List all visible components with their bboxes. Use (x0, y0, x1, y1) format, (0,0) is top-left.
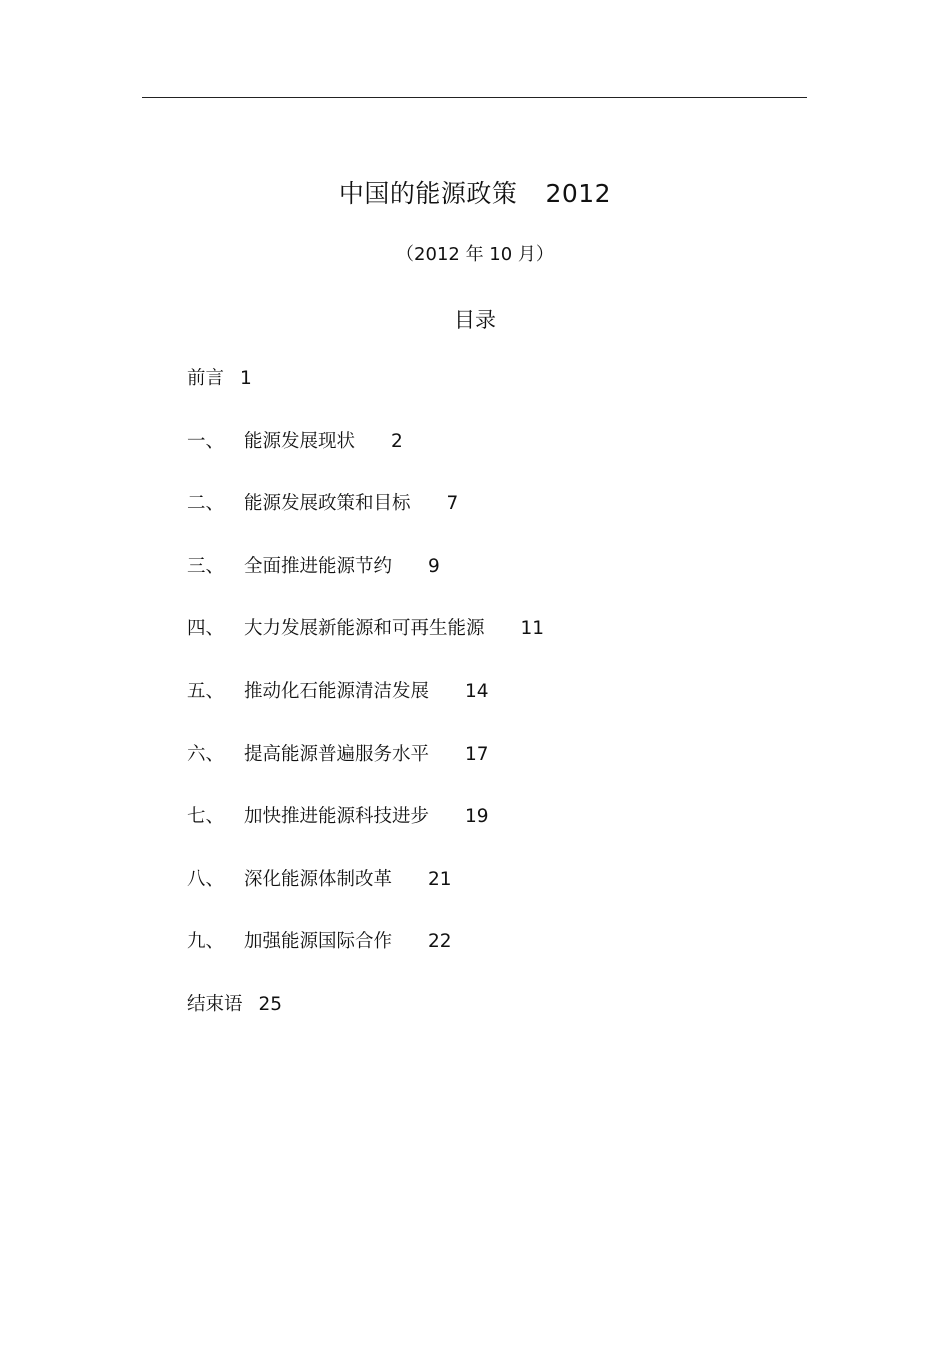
toc-item-page: 17 (465, 743, 489, 765)
toc-item-number: 三、 (187, 555, 225, 577)
toc-item-label: 大力发展新能源和可再生能源 (244, 618, 485, 640)
toc-item-page: 19 (465, 806, 489, 828)
toc-item-preface[interactable] (187, 365, 544, 428)
toc-item-page: 1 (240, 368, 252, 389)
toc-item-page: 9 (428, 555, 440, 577)
toc-item-6[interactable] (187, 741, 544, 804)
toc-item-label: 提高能源普遍服务水平 (244, 743, 430, 765)
toc-item-2[interactable] (187, 490, 544, 553)
toc-item-label: 推动化石能源清洁发展 (244, 680, 430, 702)
toc-item-label: 全面推进能源节约 (244, 555, 393, 577)
toc-item-7[interactable] (187, 803, 544, 866)
toc-item-page: 7 (446, 493, 459, 515)
toc-item-5[interactable] (187, 678, 544, 741)
header-rule (142, 97, 807, 98)
toc-item-label: 结束语 (187, 993, 243, 1015)
document-title-text: 中国的能源政策 (338, 179, 518, 208)
toc-item-label: 加快推进能源科技进步 (244, 806, 430, 828)
toc-item-page: 21 (428, 868, 452, 890)
table-of-contents (187, 365, 544, 1054)
toc-item-page: 14 (465, 680, 489, 702)
document-date: （2012 年 10 月） (396, 244, 554, 265)
toc-item-conclusion[interactable] (187, 991, 544, 1054)
toc-item-number: 一、 (187, 430, 225, 452)
toc-item-9[interactable] (187, 928, 544, 991)
toc-item-page: 22 (428, 931, 452, 953)
toc-item-page: 11 (520, 618, 545, 640)
toc-item-page: 25 (258, 993, 283, 1015)
toc-item-number: 二、 (187, 493, 225, 515)
toc-item-4[interactable] (187, 615, 544, 678)
toc-item-1[interactable] (187, 428, 544, 491)
document-title-year: 2012 (545, 179, 612, 208)
toc-item-page: 2 (391, 430, 403, 452)
document-title (0, 176, 950, 212)
toc-item-label: 加强能源国际合作 (244, 931, 393, 953)
toc-item-number: 七、 (187, 806, 225, 828)
toc-heading: 目录 (454, 308, 496, 332)
toc-item-number: 八、 (187, 868, 225, 890)
toc-item-8[interactable] (187, 866, 544, 929)
toc-item-number: 九、 (187, 931, 225, 953)
toc-item-label: 深化能源体制改革 (244, 868, 393, 890)
toc-item-number: 五、 (187, 680, 225, 702)
toc-item-number: 六、 (187, 743, 225, 765)
toc-item-number: 四、 (187, 618, 225, 640)
toc-item-label: 能源发展现状 (244, 430, 356, 452)
toc-item-label: 前言 (187, 368, 225, 389)
toc-item-label: 能源发展政策和目标 (244, 493, 411, 515)
toc-item-3[interactable] (187, 553, 544, 616)
